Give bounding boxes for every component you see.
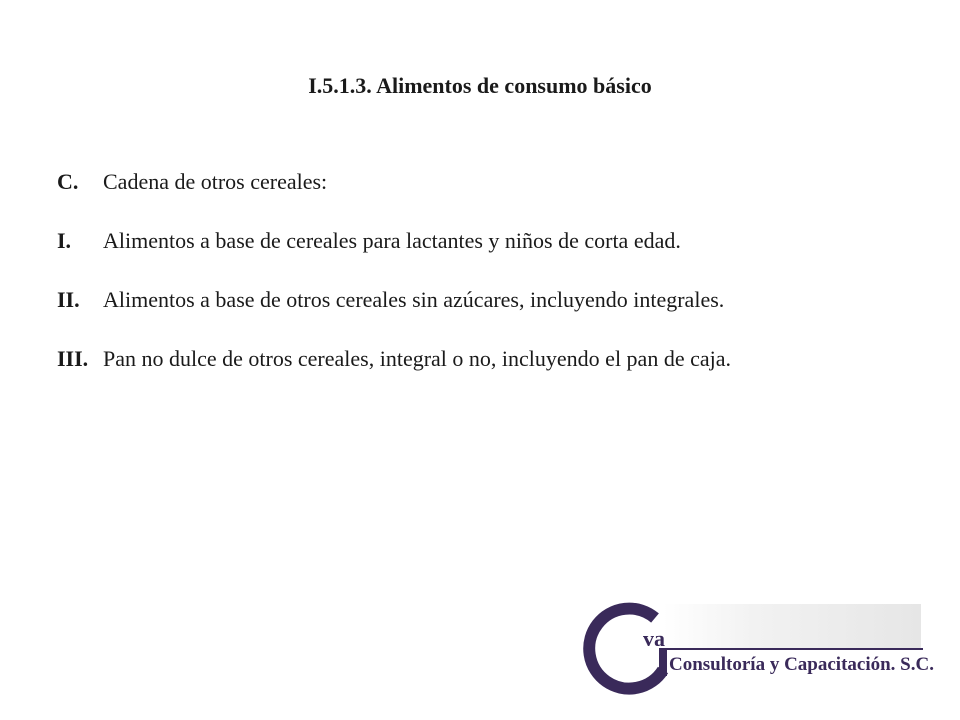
item-list — [57, 166, 937, 402]
logo-g-mark-icon — [583, 600, 683, 710]
list-item — [57, 343, 937, 375]
item-marker: II. — [57, 287, 80, 312]
item-text: Alimentos a base de cereales para lactantes y niños de corta edad. — [103, 228, 681, 253]
list-item — [57, 225, 937, 257]
item-marker: III. — [57, 346, 89, 371]
list-item — [57, 284, 937, 316]
item-text: Cadena de otros cereales: — [103, 169, 328, 194]
slide-title: I.5.1.3. Alimentos de consumo básico — [308, 73, 652, 98]
company-logo — [583, 600, 934, 710]
logo-rule — [663, 648, 923, 650]
item-text: Alimentos a base de otros cereales sin azúcares, incluyendo integrales. — [103, 287, 725, 312]
logo-band — [663, 604, 921, 648]
logo-monogram: va — [643, 626, 665, 651]
list-item — [57, 166, 937, 198]
item-marker: C. — [57, 169, 79, 194]
item-text: Pan no dulce de otros cereales, integral o no, incluyendo el pan de caja. — [103, 346, 731, 371]
item-marker: I. — [57, 228, 72, 253]
logo-company-name: Consultoría y Capacitación. S.C. — [669, 654, 934, 675]
